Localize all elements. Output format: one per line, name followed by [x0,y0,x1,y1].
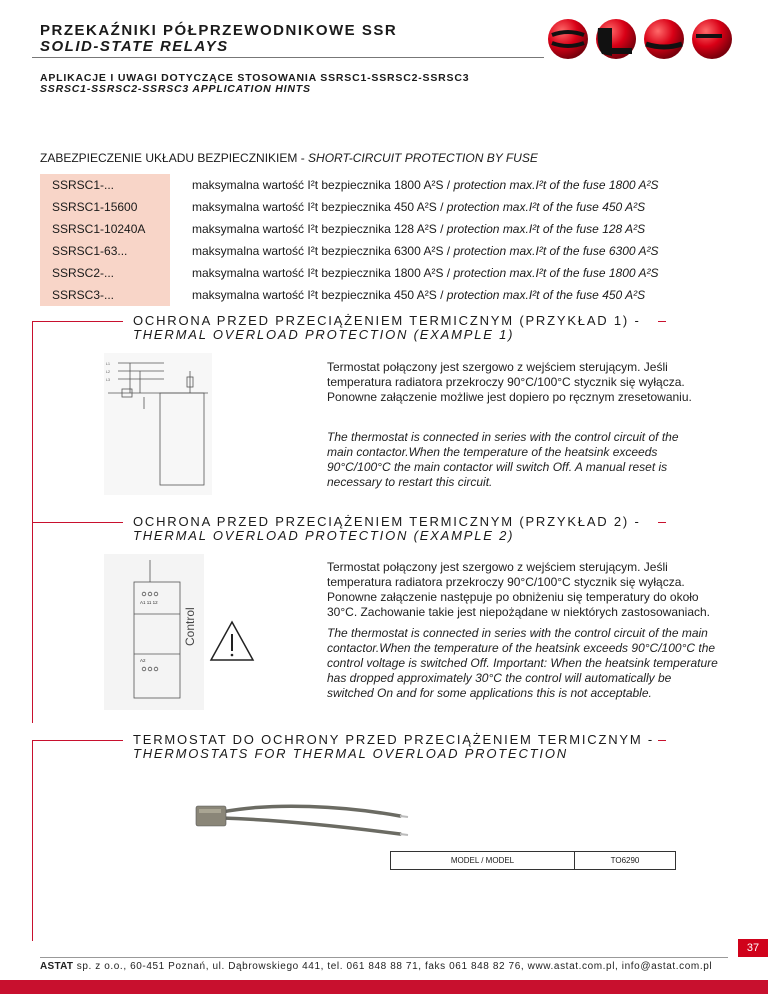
fuse-protection-title: ZABEZPIECZENIE UKŁADU BEZPIECZNIKIEM - SHORT-CIRCUIT PROTECTION BY FUSE [40,151,538,165]
model-label-cell: MODEL / MODEL [391,852,575,870]
section1-bracket-end [658,321,666,322]
section-subtitle-pl: APLIKACJE I UWAGI DOTYCZĄCE STOSOWANIA SSRSC1-SSRSC2-SSRSC3 [40,72,470,84]
logo-ball-1 [548,19,588,59]
wiring-diagram-1 [104,353,212,495]
table-row [40,262,730,284]
control-label: Control [183,607,197,646]
footer-bar [0,980,768,994]
section1-text-pl: Termostat połączony jest szergowo z wejściem sterującym. Jeśli temperatura radiatora przekroczy 90°C/100°C stycznik się wyłącza. Ponowne załączenie możliwe jest dopiero po ręcznym zresetowaniu. [327,360,692,404]
wiring-diagram-2 [104,554,204,710]
terminal-label-top: A1 11 12 [140,600,158,605]
desc-cell: maksymalna wartość I²t bezpiecznika 128 A²S / protection max.I²t of the fuse 128 A²S [192,222,646,236]
warning-icon [209,620,255,662]
desc-cell: maksymalna wartość I²t bezpiecznika 450 A²S / protection max.I²t of the fuse 450 A²S [192,288,646,302]
page-number: 37 [738,939,768,957]
model-cell: SSRSC2-... [40,262,170,284]
model-table [390,851,676,870]
logo-ball-2 [596,19,636,59]
svg-text:L3: L3 [106,378,110,382]
section2-bracket-end [658,522,666,523]
svg-text:L2: L2 [106,370,110,374]
desc-cell: maksymalna wartość I²t bezpiecznika 6300 A²S / protection max.I²t of the fuse 6300 A²S [192,244,659,258]
desc-cell: maksymalna wartość I²t bezpiecznika 450 A²S / protection max.I²t of the fuse 450 A²S [192,200,646,214]
table-row [40,174,730,196]
table-row [40,218,730,240]
fuse-table [40,174,730,306]
section3-bracket [32,740,123,941]
svg-text:L1: L1 [106,362,110,366]
model-cell: SSRSC1-... [40,174,170,196]
table-row [40,240,730,262]
table-row [391,852,676,870]
desc-cell: maksymalna wartość I²t bezpiecznika 1800 A²S / protection max.I²t of the fuse 1800 A²S [192,178,659,192]
section2-text-pl: Termostat połączony jest szergowo z wejściem sterującym. Jeśli temperatura radiatora przekroczy 90°C/100°C stycznik się wyłącza. Ponowne załączenie następuje po obniżeniu się temperatury do około 30°C. Zachowanie takie jest niepożądane w niektórych zastosowaniach. [327,560,711,619]
terminal-label-bottom: A2 [140,658,146,663]
footer-address: ASTAT sp. z o.o., 60-451 Poznań, ul. Dąbrowskiego 441, tel. 061 848 88 71, faks 061 848 82 76, www.astat.com.pl, info@astat.com.pl [40,961,713,972]
logo-ball-4 [692,19,732,59]
table-row [40,284,730,306]
model-value-cell: TO6290 [575,852,676,870]
section1-heading: OCHRONA PRZED PRZECIĄŻENIEM TERMICZNYM (PRZYKŁAD 1) - THERMAL OVERLOAD PROTECTION (EXAMPLE 1) [133,313,641,342]
page-title-pl: PRZEKAŹNIKI PÓŁPRZEWODNIKOWE SSR [40,22,398,39]
model-cell: SSRSC1-15600 [40,196,170,218]
company-logo [546,14,734,64]
table-row [40,196,730,218]
footer-divider [40,957,728,958]
header-divider [32,57,544,58]
model-cell: SSRSC1-10240A [40,218,170,240]
thermostat-photo [194,796,414,848]
model-cell: SSRSC1-63... [40,240,170,262]
section3-bracket-end [658,740,666,741]
section2-text-en: The thermostat is connected in series with the control circuit of the main contactor.When the temperature of the heatsink exceeds 90°C/100°C the control voltage is switched Off. Important: When the heatsink temperature has dropped approximately 30°C the control will automatically be switched On and for some applications this is not acceptable. [327,626,718,700]
model-cell: SSRSC3-... [40,284,170,306]
page-title-en: SOLID-STATE RELAYS [40,38,229,55]
desc-cell: maksymalna wartość I²t bezpiecznika 1800 A²S / protection max.I²t of the fuse 1800 A²S [192,266,659,280]
section3-heading: TERMOSTAT DO OCHRONY PRZED PRZECIĄŻENIEM TERMICZNYM - THERMOSTATS FOR THERMAL OVERLOAD PROTECTION [133,732,655,761]
section-subtitle-en: SSRSC1-SSRSC2-SSRSC3 APPLICATION HINTS [40,83,311,95]
logo-ball-3 [644,19,684,59]
section1-text-en: The thermostat is connected in series with the control circuit of the main contactor.When the temperature of the heatsink exceeds 90°C/100°C the main contactor will switch Off. A manual reset is necessary to restart this circuit. [327,430,679,489]
section2-heading: OCHRONA PRZED PRZECIĄŻENIEM TERMICZNYM (PRZYKŁAD 2) - THERMAL OVERLOAD PROTECTION (EXAMPLE 2) [133,514,641,543]
